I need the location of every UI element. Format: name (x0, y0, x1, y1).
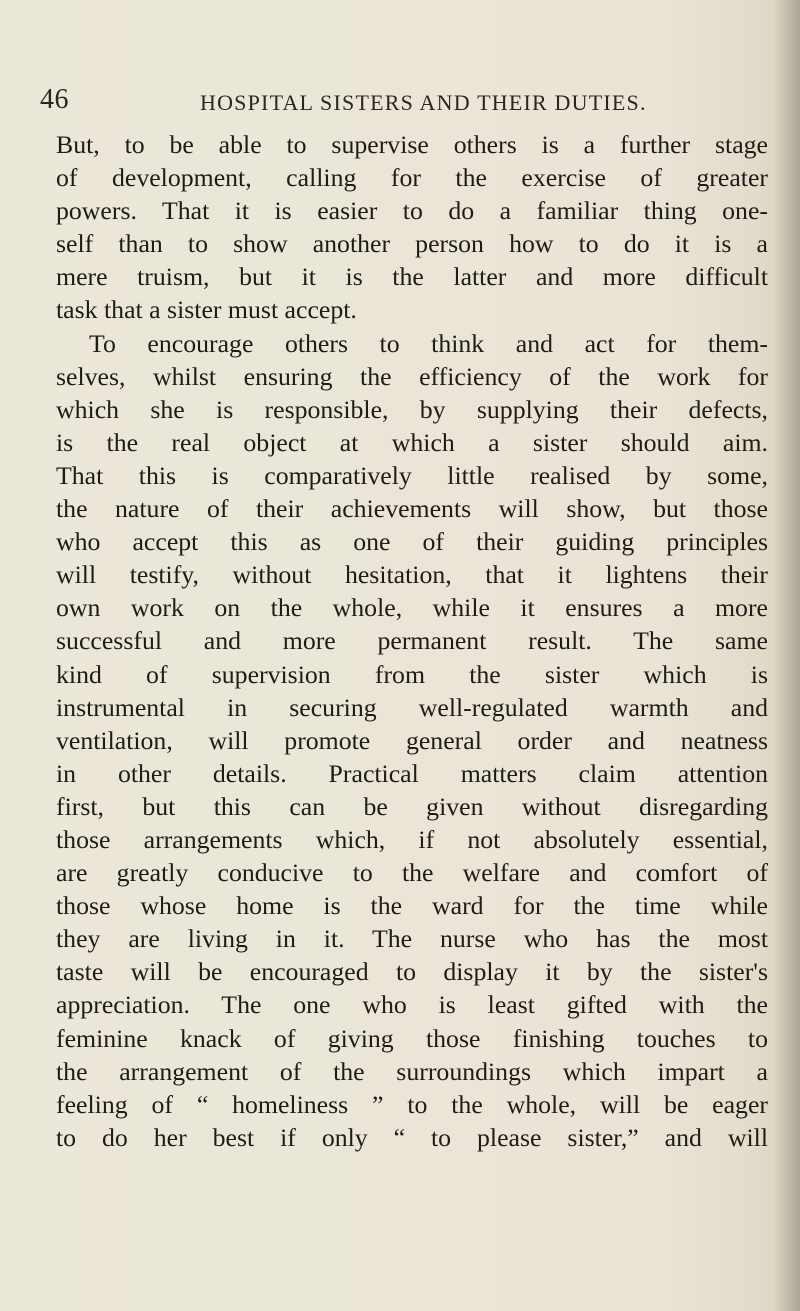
text-line: which she is responsible, by supplying their defects, (56, 394, 768, 424)
page-edge-shadow (772, 0, 800, 1311)
text-line: who accept this as one of their guiding principles (56, 527, 768, 557)
text-line: first, but this can be given without disregarding (56, 791, 768, 821)
body-text (56, 128, 768, 1154)
text-line: mere truism, but it is the latter and more difficult (56, 262, 768, 292)
text-line: feeling of “ homeliness ” to the whole, will be eager (56, 1089, 768, 1119)
text-line: appreciation. The one who is least gifted with the (56, 990, 768, 1020)
running-head: HOSPITAL SISTERS AND THEIR DUTIES. (200, 90, 647, 115)
text-line: the nature of their achievements will show, but those (56, 494, 768, 524)
text-line: to do her best if only “ to please sister,” and will (56, 1122, 768, 1152)
text-line: To encourage others to think and act for them- (89, 328, 768, 358)
text-line: are greatly conducive to the welfare and comfort of (56, 858, 768, 888)
text-line: kind of supervision from the sister which is (56, 659, 768, 689)
text-line: instrumental in securing well-regulated warmth and (56, 692, 768, 722)
text-line: successful and more permanent result. The same (56, 626, 768, 656)
text-line: ventilation, will promote general order and neatness (56, 725, 768, 755)
text-line: task that a sister must accept. (56, 295, 357, 325)
text-line: selves, whilst ensuring the efficiency of the work for (56, 361, 768, 391)
page-header (0, 84, 800, 124)
text-line: That this is comparatively little realised by some, (56, 460, 768, 490)
text-line: they are living in it. The nurse who has the most (56, 924, 768, 954)
text-line: self than to show another person how to do it is a (56, 229, 768, 259)
text-line: taste will be encouraged to display it by the sister's (56, 957, 768, 987)
text-line: is the real object at which a sister should aim. (56, 427, 768, 457)
text-line: in other details. Practical matters claim attention (56, 758, 768, 788)
page-number: 46 (40, 84, 69, 115)
text-line: But, to be able to supervise others is a further stage (56, 130, 768, 159)
text-line: will testify, without hesitation, that it lightens their (56, 560, 768, 590)
text-line: the arrangement of the surroundings which impart a (56, 1056, 768, 1086)
text-line: those arrangements which, if not absolutely essential, (56, 824, 768, 854)
text-line: own work on the whole, while it ensures a more (56, 593, 768, 623)
text-line: powers. That it is easier to do a familiar thing one- (56, 196, 768, 226)
text-line: feminine knack of giving those finishing touches to (56, 1023, 768, 1053)
text-line: of development, calling for the exercise of greater (56, 163, 768, 193)
text-line: those whose home is the ward for the time while (56, 891, 768, 921)
